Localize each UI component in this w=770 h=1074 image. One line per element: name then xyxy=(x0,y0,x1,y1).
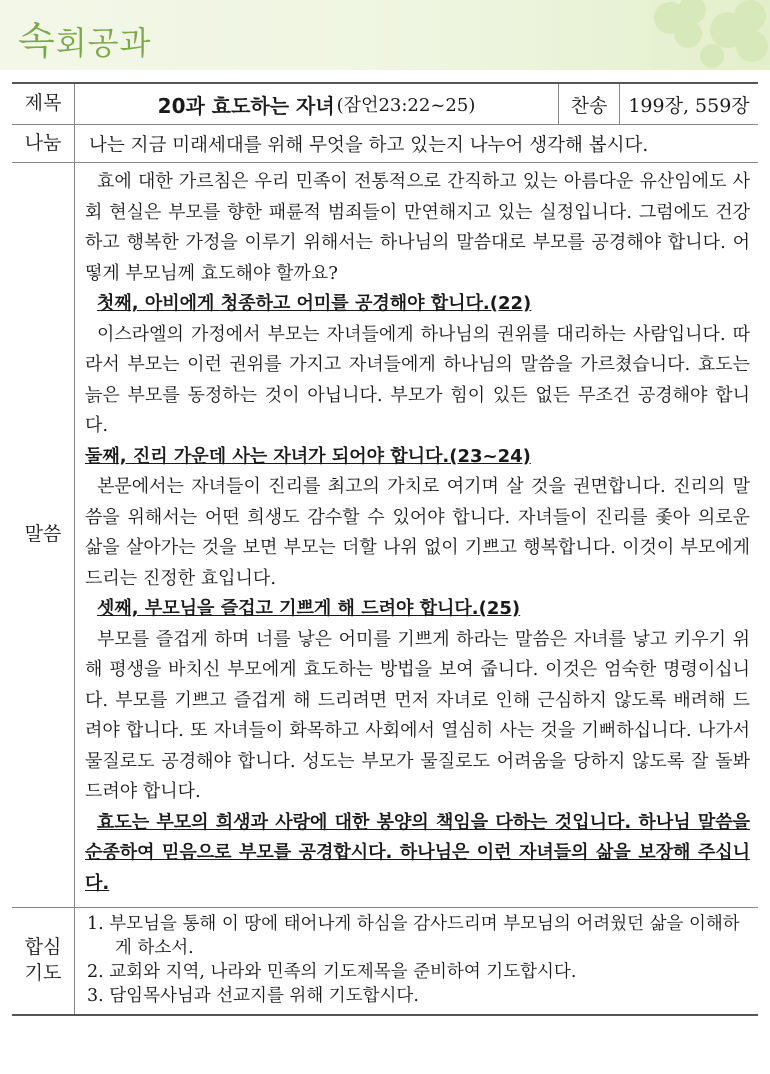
word-conclusion: 효도는 부모의 희생과 사랑에 대한 봉양의 책임을 다하는 것입니다. 하나님 말씀을 순종하여 믿음으로 부모를 공경합시다. 하나님은 이런 자녀들의 삶을 보장해 주십니다. xyxy=(85,811,750,894)
point-1-heading: 첫째, 아비에게 청종하고 어미를 공경해야 합니다.(22) xyxy=(97,293,532,314)
lesson-title: 20과 효도하는 자녀 xyxy=(157,93,335,118)
page-header xyxy=(0,0,770,70)
prayer-label-line1: 합심 xyxy=(24,936,62,959)
word-row xyxy=(12,163,758,908)
hymn-label: 찬송 xyxy=(559,84,620,124)
word-intro: 효에 대한 가르침은 우리 민족이 전통적으로 간직하고 있는 아름다운 유산임에도 사회 현실은 부모를 향한 패륜적 범죄들이 만연해지고 있는 실정입니다. 그럼에도 건강하고 행복한 가정을 이루기 위해서는 하나님의 말씀대로 부모를 공경해야 합니다. 어떻게 부모님께 효도해야 할까요? xyxy=(85,171,750,284)
prayer-item: 3. 담임목사님과 선교지를 위해 기도합시다. xyxy=(87,986,419,1006)
prayer-item: 2. 교회와 지역, 나라와 민족의 기도제목을 준비하여 기도합시다. xyxy=(87,962,577,982)
word-content xyxy=(75,163,758,907)
point-2-body: 본문에서는 자녀들이 진리를 최고의 가치로 여기며 살 것을 권면합니다. 진리의 말씀을 위해서는 어떤 희생도 감수할 수 있어야 합니다. 자녀들이 진리를 좇아 의로운 삶을 살아가는 것을 보면 부모는 더할 나위 없이 기쁘고 행복합니다. 이것이 부모에게 드리는 진정한 효입니다. xyxy=(85,476,750,589)
header-title-rest: 회공과 xyxy=(55,24,152,62)
lesson-title-cell xyxy=(75,84,559,124)
prayer-label-line2: 기도 xyxy=(24,962,62,984)
word-label: 말씀 xyxy=(12,163,75,907)
point-1-body: 이스라엘의 가정에서 부모는 자녀들에게 하나님의 권위를 대리하는 사람입니다. 따라서 부모는 이런 권위를 가지고 자녀들에게 하나님의 말씀을 가르쳤습니다. 효도는 늙은 부모를 동정하는 것이 아닙니다. 부모가 힘이 있든 없든 무조건 공경해야 합니다. xyxy=(85,323,750,436)
prayer-list xyxy=(75,908,758,1014)
point-3-heading: 셋째, 부모님을 즐겁고 기쁘게 해 드려야 합니다.(25) xyxy=(97,598,521,619)
prayer-row xyxy=(12,908,758,1014)
share-label: 나눔 xyxy=(12,125,75,162)
point-2-heading: 둘째, 진리 가운데 사는 자녀가 되어야 합니다.(23~24) xyxy=(85,445,531,467)
title-row xyxy=(12,84,758,125)
lesson-reference: (잠언23:22~25) xyxy=(336,95,476,116)
title-label: 제목 xyxy=(12,84,75,124)
share-row xyxy=(12,125,758,163)
header-title-first: 속 xyxy=(18,19,56,63)
prayer-item: 1. 부모님을 통해 이 땅에 태어나게 하심을 감사드리며 부모님의 어려웠던 삶을 이해하게 하소서. xyxy=(87,914,740,958)
point-3-body: 부모를 즐겁게 하며 너를 낳은 어미를 기쁘게 하라는 말씀은 자녀를 낳고 키우기 위해 평생을 바치신 부모에게 효도하는 방법을 보여 줍니다. 이것은 엄숙한 명령이십니다. 부모를 기쁘고 즐겁게 해 드리려면 먼저 자녀로 인해 근심하지 않도록 배려해 드려야 합니다. 또 자녀들이 화목하고 사회에서 열심히 사는 것을 기뻐하십니다. 나가서 물질로도 공경해야 합니다. 성도는 부모가 물질로도 어려움을 당하지 않도록 잘 돌봐 드려야 합니다. xyxy=(85,628,750,802)
share-text: 나는 지금 미래세대를 위해 무엇을 하고 있는지 나누어 생각해 봅시다. xyxy=(89,134,649,156)
hymn-value: 199장, 559장 xyxy=(628,94,750,117)
header-title xyxy=(18,10,151,65)
clover-flower-icon xyxy=(640,0,770,70)
lesson-table xyxy=(12,82,758,1016)
prayer-label xyxy=(12,908,75,1014)
